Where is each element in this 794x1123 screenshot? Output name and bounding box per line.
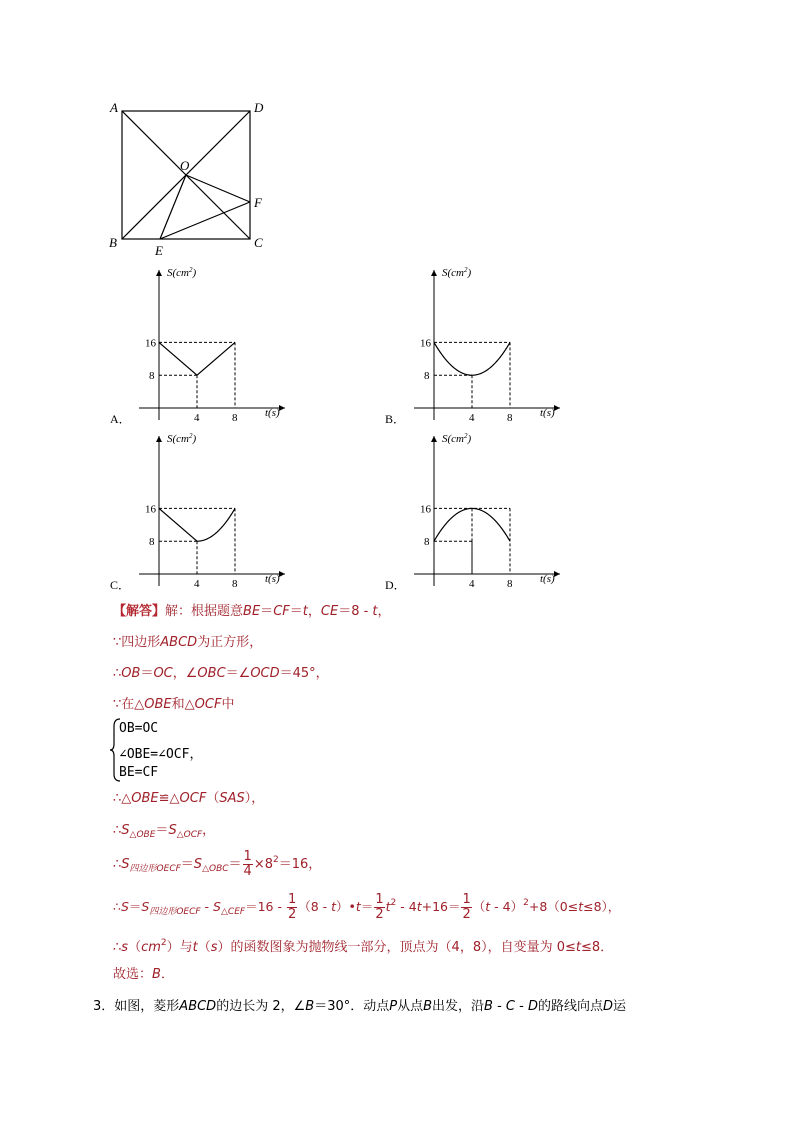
x-axis-label: t(s) <box>265 573 280 585</box>
option-b-label: B． <box>385 412 406 426</box>
x-axis-arrow <box>554 405 560 411</box>
label-d: D <box>254 100 264 115</box>
tick-t8: 8 <box>232 578 238 590</box>
tick-8: 8 <box>424 536 430 549</box>
x-axis-label: t(s) <box>540 573 555 585</box>
solution-line-3: ∴OB＝OC，∠OBC＝∠OCD＝45°， <box>113 666 329 681</box>
solution-line-10: 故选：B． <box>113 967 174 982</box>
tick-8: 8 <box>149 370 155 383</box>
solution-line-5: ∴△OBE≌△OCF（SAS）， <box>113 791 265 806</box>
solution-line-7: $\therefore S_{四边形OECF}=S_{\triangle OBC}=$ $\frac{1}{4}$ $\times 8^2=16$， <box>113 849 322 879</box>
x-axis-arrow <box>279 405 285 411</box>
tick-t8: 8 <box>507 578 513 590</box>
tick-16: 16 <box>145 503 156 516</box>
y-axis-label: $S(cm^2)$ <box>167 432 197 445</box>
graph-c-curve <box>197 508 235 541</box>
label-o: O <box>180 158 190 173</box>
graph-a-line <box>159 342 235 375</box>
graph-c-line <box>159 508 197 541</box>
y-axis-arrow <box>431 270 437 276</box>
x-axis-label: t(s) <box>540 407 555 419</box>
tick-4: 4 <box>194 412 200 424</box>
solution-line-4: ∵在△OBE和△OCF中 <box>113 697 235 712</box>
y-axis-label: $S(cm^2)$ <box>167 266 197 279</box>
system-eq-3: BE=CF <box>119 765 159 780</box>
option-d-label: D． <box>385 578 406 592</box>
option-c-label: C． <box>110 578 131 592</box>
y-axis-arrow <box>431 436 437 442</box>
x-axis-label: t(s) <box>265 407 280 419</box>
label-b: B <box>109 235 117 250</box>
tick-4: 4 <box>469 412 475 424</box>
x-axis-arrow <box>279 571 285 577</box>
tick-8: 8 <box>149 536 155 549</box>
y-axis-label: $S(cm^2)$ <box>442 266 472 279</box>
label-c: C <box>254 235 263 250</box>
y-axis-arrow <box>156 270 162 276</box>
tick-4: 4 <box>194 578 200 590</box>
solution-line-9: $\therefore s(cm^2)$与t（s）的函数图象为抛物线一部分，顶点为（4，8），自变量为 0≤t≤8． <box>113 938 614 955</box>
graph-option-b <box>410 262 570 424</box>
next-question: 3．如图，菱形ABCD的边长为 2，∠B＝30°．动点P从点B出发，沿B - C - D的路线向点D运 <box>93 999 627 1014</box>
option-a-label: A． <box>110 412 131 426</box>
square-figure <box>100 95 280 260</box>
solution-line-1: 【解答】解：根据题意BE＝CF＝t，CE＝8 - t， <box>113 604 391 619</box>
graph-option-a <box>135 262 295 424</box>
tick-t8: 8 <box>232 412 238 424</box>
label-a: A <box>110 100 118 115</box>
label-f: F <box>254 195 262 210</box>
x-axis-arrow <box>554 571 560 577</box>
y-axis-label: $S(cm^2)$ <box>442 432 472 445</box>
tick-t8: 8 <box>507 412 513 424</box>
tick-16: 16 <box>420 503 431 516</box>
tick-16: 16 <box>420 337 431 350</box>
graph-option-c <box>135 428 295 590</box>
tick-4: 4 <box>469 578 475 590</box>
graph-b-curve <box>434 342 510 375</box>
tick-8: 8 <box>424 370 430 383</box>
graph-option-d <box>410 428 570 590</box>
system-eq-2: ∠OBE=∠OCF， <box>119 747 203 762</box>
solution-line-6: $\therefore S_{\triangle OBE}=S_{\triangle OCF}$， <box>113 823 216 840</box>
solution-line-2: ∵四边形ABCD为正方形， <box>113 635 263 650</box>
system-eq-1: OB=OC <box>119 721 159 736</box>
tick-16: 16 <box>145 337 156 350</box>
label-e: E <box>155 243 163 258</box>
y-axis-arrow <box>156 436 162 442</box>
solution-line-8: $\therefore S=S_{四边形OECF} - S_{\triangle CEF}=16$ - $\frac{1}{2}$ （8 - t）•t＝ $\frac{1}{2}$ $t^2 - 4t+16=$ $\frac{1}{2}$ （t - 4）$^2$+8（0≤t≤8）， <box>113 892 621 922</box>
